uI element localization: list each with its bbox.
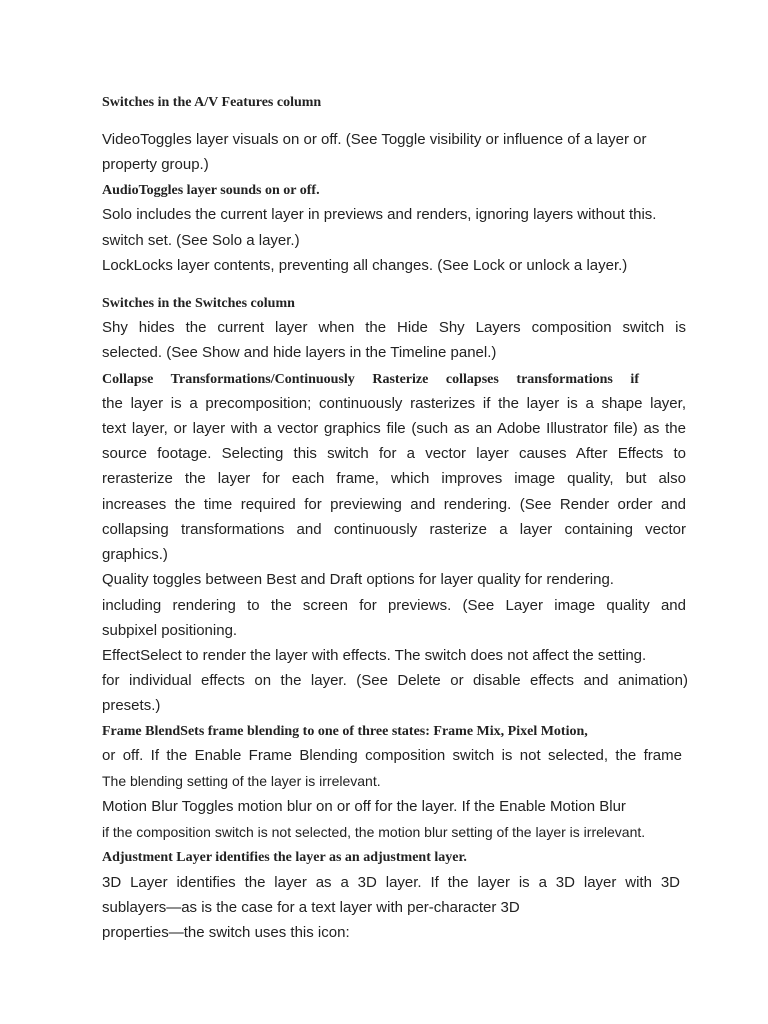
section-heading-switches: Switches in the Switches column: [102, 296, 295, 311]
text-line: selected. (See Show and hide layers in the Timeline panel.): [102, 344, 497, 361]
section-heading-av-features: Switches in the A/V Features column: [102, 95, 322, 110]
text-line: switch set. (See Solo a layer.): [102, 232, 300, 249]
text-line: property group.): [102, 156, 209, 173]
text-line: subpixel positioning.: [102, 622, 238, 639]
text-line: graphics.): [102, 546, 168, 563]
text-line: the layer is a precomposition; continuously rasterizes if the layer is a shape layer,: [102, 395, 686, 412]
text-line: Motion Blur Toggles motion blur on or off for the layer. If the Enable Motion Blur: [102, 798, 626, 815]
text-line-bold: Frame BlendSets frame blending to one of three states: Frame Mix, Pixel Motion,: [102, 724, 588, 739]
text-line: LockLocks layer contents, preventing all changes. (See Lock or unlock a layer.): [102, 257, 628, 274]
text-line: for individual effects on the layer. (See Delete or disable effects and animation): [102, 672, 688, 689]
text-line-bold: Collapse Transformations/Continuously Rasterize collapses transformations if: [102, 372, 639, 387]
text-line: Solo includes the current layer in previews and renders, ignoring layers without this.: [102, 206, 657, 223]
text-line: including rendering to the screen for previews. (See Layer image quality and: [102, 597, 686, 614]
text-line: The blending setting of the layer is irrelevant.: [102, 773, 381, 789]
text-line: or off. If the Enable Frame Blending composition switch is not selected, the frame: [102, 747, 682, 764]
text-line: if the composition switch is not selected, the motion blur setting of the layer is irrelevant.: [102, 824, 646, 840]
text-line: collapsing transformations and continuously rasterize a layer containing vector: [102, 521, 686, 538]
text-line: presets.): [102, 697, 161, 714]
text-line: Quality toggles between Best and Draft options for layer quality for rendering.: [102, 571, 614, 588]
text-line: text layer, or layer with a vector graphics file (such as an Adobe Illustrator file) as the: [102, 420, 686, 437]
text-line: VideoToggles layer visuals on or off. (See Toggle visibility or influence of a layer or: [102, 131, 647, 148]
text-line: rerasterize the layer for each frame, which improves image quality, but also: [102, 470, 686, 487]
text-line-bold: AudioToggles layer sounds on or off.: [102, 183, 320, 198]
text-line: 3D Layer identifies the layer as a 3D layer. If the layer is a 3D layer with 3D: [102, 874, 680, 891]
text-line: Shy hides the current layer when the Hide Shy Layers composition switch is: [102, 319, 686, 336]
text-line-bold: Adjustment Layer identifies the layer as an adjustment layer.: [102, 850, 467, 865]
text-line: source footage. Selecting this switch for a vector layer causes After Effects to: [102, 445, 686, 462]
text-line: sublayers—as is the case for a text layer with per-character 3D: [102, 899, 520, 916]
text-line: EffectSelect to render the layer with effects. The switch does not affect the setting.: [102, 647, 647, 664]
text-line: properties—the switch uses this icon:: [102, 924, 350, 941]
text-line: increases the time required for previewing and rendering. (See Render order and: [102, 496, 686, 513]
